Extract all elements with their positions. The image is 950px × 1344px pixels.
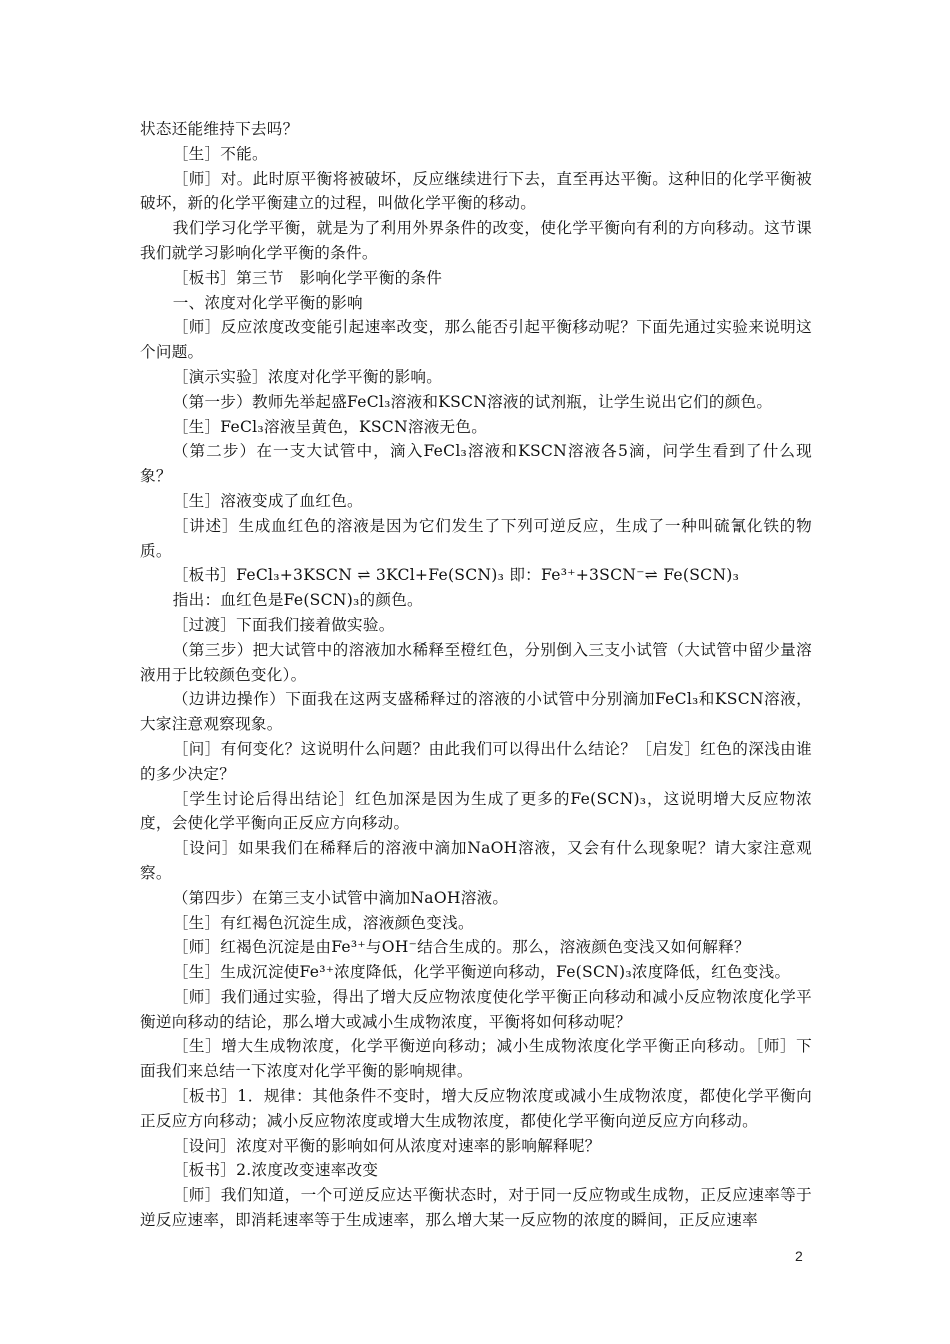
paragraph: ［生］有红褐色沉淀生成，溶液颜色变浅。	[172, 913, 474, 932]
paragraph: ［演示实验］浓度对化学平衡的影响。	[172, 367, 443, 386]
paragraph: ［设问］浓度对平衡的影响如何从浓度对速率的影响解释呢？	[172, 1136, 601, 1155]
paragraph: ［过渡］下面我们接着做实验。	[172, 615, 395, 634]
paragraph: ［师］反应浓度改变能引起速率改变，那么能否引起平衡移动呢？下面先通过实验来说明这个问题。	[140, 318, 812, 362]
paragraph: ［讲述］生成血红色的溶液是因为它们发生了下列可逆反应，生成了一种叫硫氰化铁的物质。	[140, 516, 812, 560]
paragraph: ［师］我们知道，一个可逆反应达平衡状态时，对于同一反应物或生成物，正反应速率等于逆反应速率，即消耗速率等于生成速率，那么增大某一反应物的浓度的瞬间，正反应速率	[140, 1186, 812, 1230]
paragraph: （第四步）在第三支小试管中滴加NaOH溶液。	[172, 888, 509, 907]
paragraph: ［生］溶液变成了血红色。	[172, 491, 363, 510]
paragraph: ［板书］2.浓度改变速率改变	[172, 1161, 379, 1180]
equation-line: ［板书］FeCl₃+3KSCN ⇌ 3KCl+Fe(SCN)₃ 即：Fe³⁺+3SCN⁻⇌ Fe(SCN)₃	[172, 566, 740, 585]
paragraph: 我们学习化学平衡，就是为了利用外界条件的改变，使化学平衡向有利的方向移动。这节课我们就学习影响化学平衡的条件。	[140, 219, 812, 262]
paragraph: （边讲边操作）下面我在这两支盛稀释过的溶液的小试管中分别滴加FeCl₃和KSCN溶液，大家注意观察现象。	[140, 690, 812, 734]
paragraph: ［学生讨论后得出结论］红色加深是因为生成了更多的Fe(SCN)₃，这说明增大反应物浓度，会使化学平衡向正反应方向移动。	[140, 789, 812, 833]
paragraph: ［师］红褐色沉淀是由Fe³⁺与OH⁻结合生成的。那么，溶液颜色变浅又如何解释？	[172, 938, 750, 957]
paragraph: ［师］我们通过实验，得出了增大反应物浓度使化学平衡正向移动和减小反应物浓度化学平衡逆向移动的结论，那么增大或减小生成物浓度，平衡将如何移动呢？	[140, 987, 812, 1031]
paragraph: 状态还能维持下去吗？	[140, 120, 299, 138]
paragraph: （第三步）把大试管中的溶液加水稀释至橙红色，分别倒入三支小试管（大试管中留少量溶液用于比较颜色变化）。	[140, 640, 812, 684]
page-number: 2	[795, 1248, 803, 1264]
body-text	[140, 117, 812, 1233]
paragraph: ［板书］1．规律：其他条件不变时，增大反应物浓度或减小生成物浓度，都使化学平衡向正反应方向移动；减小反应物浓度或增大生成物浓度，都使化学平衡向逆反应方向移动。	[140, 1087, 812, 1130]
paragraph: ［生］FeCl₃溶液呈黄色，KSCN溶液无色。	[172, 417, 488, 436]
paragraph: ［生］生成沉淀使Fe³⁺浓度降低，化学平衡逆向移动，Fe(SCN)₃浓度降低，红色变浅。	[172, 963, 791, 982]
paragraph: ［设问］如果我们在稀释后的溶液中滴加NaOH溶液，又会有什么现象呢？请大家注意观察。	[140, 839, 812, 882]
section-heading: ［板书］第三节 影响化学平衡的条件	[172, 268, 443, 287]
paragraph: （第二步）在一支大试管中，滴入FeCl₃溶液和KSCN溶液各5滴，问学生看到了什么现象？	[140, 442, 812, 486]
paragraph: ［问］有何变化？这说明什么问题？由此我们可以得出什么结论？［启发］红色的深浅由谁的多少决定？	[140, 739, 812, 783]
paragraph: ［生］不能。	[172, 144, 268, 163]
paragraph: ［生］增大生成物浓度，化学平衡逆向移动；减小生成物浓度化学平衡正向移动。［师］下面我们来总结一下浓度对化学平衡的影响规律。	[140, 1037, 812, 1081]
paragraph: 指出：血红色是Fe(SCN)₃的颜色。	[172, 591, 423, 610]
paragraph: ［师］对。此时原平衡将被破坏，反应继续进行下去，直至再达平衡。这种旧的化学平衡被破坏，新的化学平衡建立的过程，叫做化学平衡的移动。	[140, 169, 812, 213]
paragraph: （第一步）教师先举起盛FeCl₃溶液和KSCN溶液的试剂瓶，让学生说出它们的颜色。	[172, 392, 773, 411]
subsection-heading: 一、浓度对化学平衡的影响	[172, 293, 363, 312]
